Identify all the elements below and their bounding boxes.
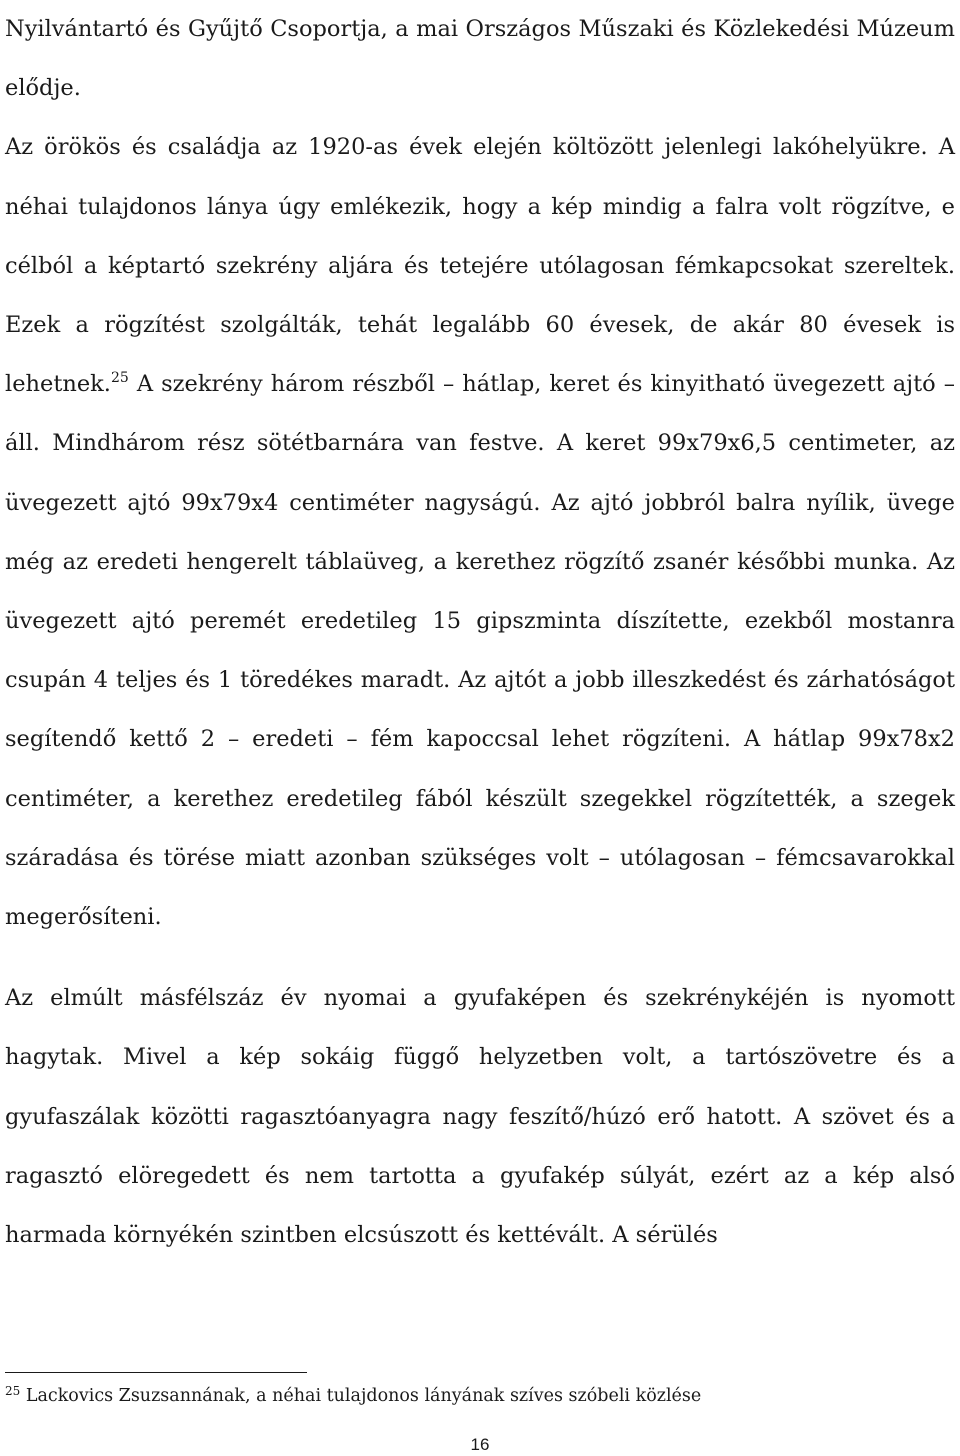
paragraph-2-part-b: A szekrény három részből – hátlap, keret és kinyitható üvegezett ajtó – áll. Mindhárom rész sötétbarnára van festve. A keret 99x79x6,5 centimeter, az üvegezett ajtó 99x79x4 centiméter nagyságú. Az ajtó jobbról balra nyílik, üvege még az eredeti hengerelt táblaüveg, a kerethez rögzítő zsanér későbbi munka. Az üvegezett ajtó peremét eredetileg 15 gipszminta díszítette, ezekből mostanra csupán 4 teljes és 1 töredékes maradt. Az ajtót a jobb illeszkedést és zárhatóságot segítendő kettő 2 – eredeti – fém kapoccsal lehet rögzíteni. A hátlap 99x78x2 centiméter, a kerethez eredetileg fából készült szegekkel rögzítették, a szegek száradása és törése miatt azonban szükséges volt – utólagosan – fémcsavarokkal megerősíteni. xyxy=(5,371,955,931)
paragraph-2 xyxy=(5,118,955,947)
footnote-separator xyxy=(5,1372,307,1373)
document-body xyxy=(5,0,955,1265)
paragraph-1: Nyilvántartó és Gyűjtő Csoportja, a mai Országos Műszaki és Közlekedési Múzeum elődje. xyxy=(5,16,955,102)
paragraph-3: Az elmúlt másfélszáz év nyomai a gyufaképen és szekrénykéjén is nyomott hagytak. Mivel a kép sokáig függő helyzetben volt, a tartószövetre és a gyufaszálak közötti ragasztóanyagra nagy feszítő/húzó erő hatott. A szövet és a ragasztó elöregedett és nem tartotta a gyufakép súlyát, ezért az a kép alsó harmada környékén szintben elcsúszott és kettévált. A sérülés xyxy=(5,985,955,1249)
page-number: 16 xyxy=(470,1435,490,1454)
footnote xyxy=(5,1384,955,1408)
footnote-number: 25 xyxy=(5,1384,21,1398)
footnote-text: Lackovics Zsuzsannának, a néhai tulajdonos lányának szíves szóbeli közlése xyxy=(20,1386,702,1406)
footnote-reference[interactable]: 25 xyxy=(110,370,129,387)
paragraph-spacer xyxy=(5,947,955,969)
paragraph-2-part-a: Az örökös és családja az 1920-as évek elején költözött jelenlegi lakóhelyükre. A néhai tulajdonos lánya úgy emlékezik, hogy a kép mindig a falra volt rögzítve, e célból a képtartó szekrény aljára és tetejére utólagosan fémkapcsokat szereltek. Ezek a rögzítést szolgálták, tehát legalább 60 évesek, de akár 80 évesek is lehetnek. xyxy=(5,134,955,398)
